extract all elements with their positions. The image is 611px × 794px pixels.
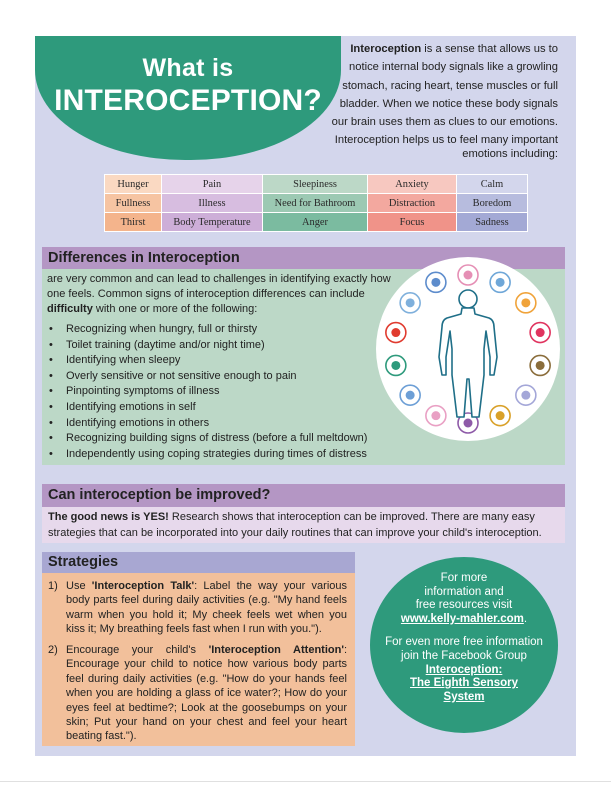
improve-header: Can interoception be improved?	[42, 484, 565, 507]
list-item: • Recognizing when hungry, full or thirsty	[47, 322, 367, 338]
differences-header: Differences in Interoception	[42, 247, 565, 269]
bottom-rule	[0, 781, 611, 782]
intro-line: our brain uses them as clues to our emotions.	[331, 116, 558, 129]
facebook-group-link[interactable]: System	[443, 690, 485, 703]
intro-paragraph	[296, 40, 558, 150]
body-signal-icon	[530, 323, 550, 343]
body-signal-icon	[426, 272, 446, 292]
differences-intro: are very common and can lead to challenges in identifying exactly how one feels. Common signs of interoception differences can include difficulty with one or more of the following:	[47, 273, 391, 316]
body-diagram	[376, 257, 560, 441]
differences-list	[47, 322, 367, 462]
emotions-row	[105, 175, 528, 194]
intro-line: emotions including:	[462, 148, 558, 160]
emotion-cell: Distraction	[368, 194, 457, 213]
emotion-cell: Illness	[162, 194, 263, 213]
list-item: • Independently using coping strategies during times of distress	[47, 447, 367, 463]
list-item: • Pinpointing symptoms of illness	[47, 384, 367, 400]
promo-line: information and	[424, 585, 504, 598]
intro-line: stomach, racing heart, tense muscles or full	[342, 79, 558, 92]
website-link[interactable]: www.kelly-mahler.com	[400, 612, 524, 625]
body-signal-icon	[516, 293, 536, 313]
emotion-cell: Sadness	[457, 213, 528, 232]
emotion-cell: Anger	[263, 213, 368, 232]
list-item: • Toilet training (daytime and/or night time)	[47, 338, 367, 354]
facebook-group-link[interactable]: Interoception:	[425, 663, 503, 676]
list-item: • Identifying emotions in self	[47, 400, 367, 416]
intro-line: is a sense that allows us to	[421, 43, 558, 55]
strategies-panel	[42, 573, 355, 746]
promo-badge: For more information and free resources visit www.kelly-mahler.com. For even more free information join the Facebook Group Interoception: The Eighth Sensory System	[370, 557, 558, 733]
title-small: What is	[142, 54, 234, 82]
emotions-row	[105, 194, 528, 213]
promo-line: join the Facebook Group	[401, 649, 527, 662]
body-signal-icon	[386, 355, 406, 375]
emotion-cell: Boredom	[457, 194, 528, 213]
emotions-table	[104, 174, 528, 232]
difficulty-keyword: difficulty	[47, 303, 93, 316]
strategies-header: Strategies	[42, 552, 355, 573]
emotion-cell: Need for Bathroom	[263, 194, 368, 213]
emotion-cell: Body Temperature	[162, 213, 263, 232]
facebook-group-link[interactable]: The Eighth Sensory	[410, 677, 518, 690]
intro-keyword: Interoception	[350, 43, 422, 55]
promo-line: free resources visit	[415, 599, 513, 612]
improve-text: The good news is YES! Research shows that interoception can be improved. There are many easy strategies that can be incorporated into your daily routines that can improve your child's interoception.	[42, 507, 565, 543]
emotion-cell: Calm	[457, 175, 528, 194]
good-news: The good news is YES!	[48, 511, 169, 523]
list-item: • Identifying when sleepy	[47, 353, 367, 369]
list-item: • Overly sensitive or not sensitive enough to pain	[47, 369, 367, 385]
page-title: INTEROCEPTION?	[54, 84, 322, 117]
strategy-item: 1) Use 'Interoception Talk': Label the way your various body parts feel during daily activities (e.g. "My hand feels warm when you hold it; My cheek feels wet when you kiss it; My breathing feels fast when I run with you.").	[48, 580, 347, 636]
body-signal-icon	[516, 385, 536, 405]
body-signal-icon	[400, 293, 420, 313]
body-signal-icon	[400, 385, 420, 405]
emotion-cell: Thirst	[105, 213, 162, 232]
body-diagram-svg	[376, 257, 560, 441]
human-figure-icon	[439, 290, 497, 417]
body-signal-icon	[530, 355, 550, 375]
intro-line: bladder. When we notice these body signals	[339, 97, 558, 110]
list-item: • Recognizing building signs of distress (before a full meltdown)	[47, 431, 367, 447]
emotions-row	[105, 213, 528, 232]
body-signal-icon	[458, 265, 478, 285]
strategy-item: 2) Encourage your child's 'Interoception Attention': Encourage your child to notice how various body parts feel during daily activities (e.g. "How do your hands feel when you are holding a glass of ice water?; How do your eyes feel at bedtime?; Look at the goosebumps on your skin; Put your hand on your chest and feel your heart beating fast.").	[48, 644, 347, 743]
emotion-cell: Anxiety	[368, 175, 457, 194]
emotion-cell: Pain	[162, 175, 263, 194]
body-signal-icon	[386, 323, 406, 343]
emotion-cell: Focus	[368, 213, 457, 232]
promo-line: For even more free information	[385, 636, 543, 649]
intro-line: Interoception helps us to feel many important	[334, 134, 558, 147]
emotion-cell: Fullness	[105, 194, 162, 213]
body-signal-icon	[490, 406, 510, 426]
body-signal-icon	[490, 272, 510, 292]
emotion-cell: Sleepiness	[263, 175, 368, 194]
promo-line: For more	[440, 572, 488, 584]
list-item: • Identifying emotions in others	[47, 416, 367, 432]
body-signal-icon	[426, 406, 446, 426]
emotion-cell: Hunger	[105, 175, 162, 194]
intro-line: notice internal body signals like a growling	[349, 61, 558, 74]
